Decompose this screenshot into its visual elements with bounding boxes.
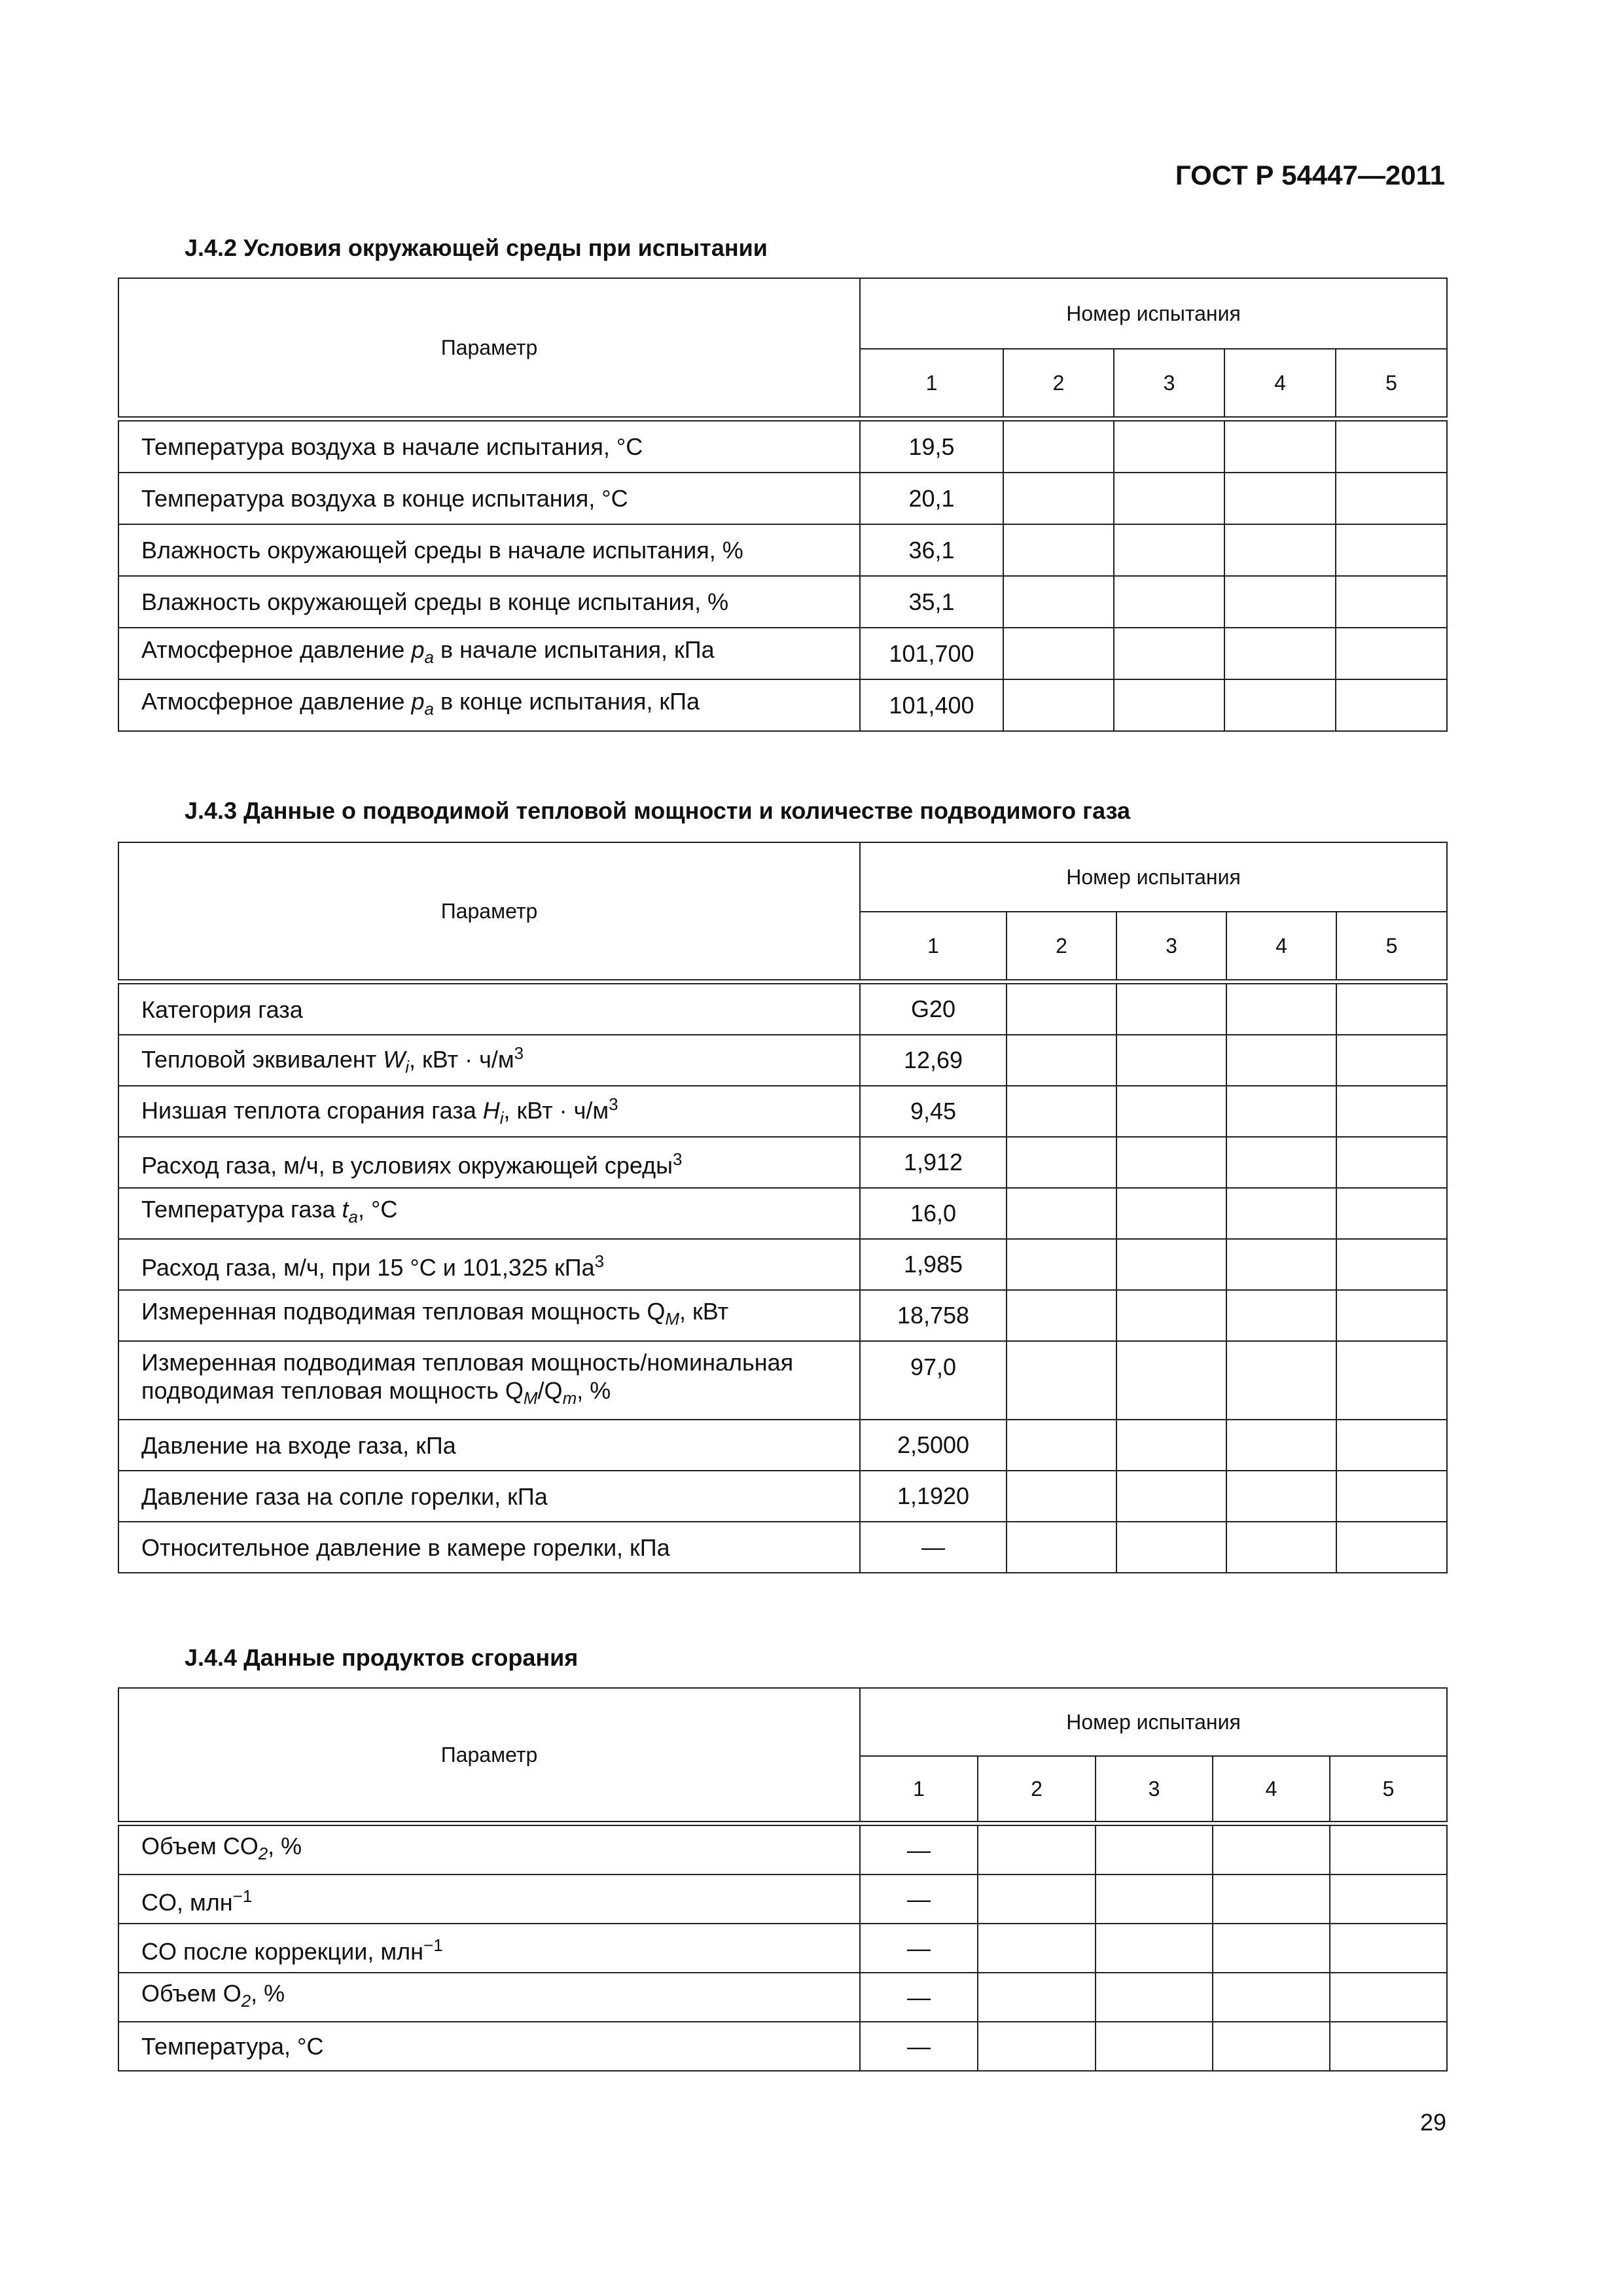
param-subscript: M [523, 1388, 538, 1408]
value-cell-test-1: — [860, 1522, 1007, 1573]
value-cell-test-5 [1330, 2022, 1447, 2071]
param-cell [118, 628, 860, 679]
test-number-cell: 4 [1226, 912, 1336, 980]
test-number-cell: 3 [1114, 349, 1224, 417]
table-row [118, 576, 1447, 628]
param-text: Температура воздуха в конце испытания, °С [141, 485, 628, 512]
param-text: /ч, при 15 °С и 101,325 кПа [299, 1254, 595, 1281]
test-number-cell: 4 [1213, 1756, 1330, 1821]
param-subscript: i [499, 1108, 504, 1128]
value-cell-test-3 [1114, 576, 1224, 628]
param-text: CO после коррекции, млн [141, 1937, 424, 1965]
value-cell-test-1: 18,758 [860, 1290, 1007, 1341]
param-text: Давление на входе газа, кПа [141, 1431, 456, 1459]
param-subscript: M [665, 1309, 680, 1329]
param-header: Параметр [118, 278, 860, 417]
value-cell-test-5 [1336, 679, 1447, 731]
table-row [118, 473, 1447, 524]
param-text: Низшая теплота сгорания газа [141, 1096, 483, 1124]
param-text: Давление газа на сопле горелки, кПа [141, 1482, 548, 1510]
value-cell-test-2 [1007, 1471, 1116, 1522]
param-cell [118, 1522, 860, 1573]
param-text: в начале испытания, кПа [433, 636, 715, 663]
value-cell-test-3 [1096, 1825, 1213, 1874]
value-cell-test-1: 1,912 [860, 1137, 1007, 1188]
param-text: , кВт [679, 1298, 729, 1325]
value-cell-test-1: 36,1 [860, 524, 1003, 576]
param-symbol: H [482, 1096, 500, 1124]
value-cell-test-4 [1226, 1290, 1336, 1341]
param-text: , % [268, 1832, 302, 1859]
section-title-j44: J.4.4 Данные продуктов сгорания [185, 1644, 579, 1671]
value-cell-test-1: 1,985 [860, 1239, 1007, 1290]
value-cell-test-3 [1116, 1239, 1226, 1290]
param-cell [118, 1874, 860, 1924]
value-cell-test-3 [1116, 1035, 1226, 1086]
param-subscript: a [424, 647, 434, 668]
value-cell-test-2 [1007, 1420, 1116, 1471]
test-number-header: Номер испытания [860, 1688, 1447, 1756]
table-row [118, 1825, 1447, 1874]
value-cell-test-4 [1226, 1471, 1336, 1522]
table-row [118, 524, 1447, 576]
param-cell [118, 1973, 860, 2022]
value-cell-test-1: — [860, 1924, 978, 1973]
param-cell [118, 984, 860, 1035]
test-number-cell: 5 [1336, 349, 1447, 417]
param-cell [118, 1825, 860, 1874]
value-cell-test-1: 9,45 [860, 1086, 1007, 1137]
param-cell [118, 1035, 860, 1086]
value-cell-test-1: 101,700 [860, 628, 1003, 679]
value-cell-test-5 [1336, 1341, 1447, 1420]
param-text: Объем O [141, 1979, 241, 2007]
value-cell-test-3 [1116, 1086, 1226, 1137]
value-cell-test-4 [1213, 1825, 1330, 1874]
value-cell-test-1: 2,5000 [860, 1420, 1007, 1471]
test-number-cell: 3 [1096, 1756, 1213, 1821]
table-row [118, 421, 1447, 473]
param-cell [118, 473, 860, 524]
test-number-cell: 1 [860, 1756, 978, 1821]
value-cell-test-3 [1114, 679, 1224, 731]
param-text: Измеренная подводимая тепловая мощность/номинальная подводимая тепловая мощность Q [141, 1348, 794, 1404]
param-cell [118, 1188, 860, 1239]
param-text: Расход газа, м [141, 1152, 300, 1179]
param-symbol: p [411, 687, 425, 715]
value-cell-test-4 [1213, 1924, 1330, 1973]
value-cell-test-5 [1336, 1420, 1447, 1471]
param-text: Атмосферное давление [141, 687, 412, 715]
value-cell-test-5 [1336, 984, 1447, 1035]
value-cell-test-3 [1096, 1973, 1213, 2022]
table-row [118, 1086, 1447, 1137]
value-cell-test-5 [1330, 1924, 1447, 1973]
param-cell [118, 1239, 860, 1290]
param-cell [118, 1341, 860, 1420]
param-text: Температура воздуха в начале испытания, °С [141, 433, 643, 460]
param-text: Относительное давление в камере горелки, кПа [141, 1534, 670, 1561]
param-cell [118, 524, 860, 576]
param-text: , кВт · ч/м [409, 1045, 514, 1073]
table-row [118, 1522, 1447, 1573]
value-cell-test-4 [1224, 421, 1336, 473]
table-row [118, 1035, 1447, 1086]
value-cell-test-4 [1213, 2022, 1330, 2071]
value-cell-test-3 [1116, 1341, 1226, 1420]
value-cell-test-5 [1336, 1290, 1447, 1341]
param-text: Измеренная подводимая тепловая мощность Q [141, 1298, 666, 1325]
param-cell [118, 1471, 860, 1522]
value-cell-test-2 [1003, 473, 1114, 524]
table-row [118, 1924, 1447, 1973]
test-number-header: Номер испытания [860, 842, 1447, 912]
param-header: Параметр [118, 842, 860, 980]
value-cell-test-5 [1336, 1137, 1447, 1188]
value-cell-test-5 [1330, 1973, 1447, 2022]
table-row [118, 984, 1447, 1035]
param-superscript: 3 [594, 1251, 605, 1271]
value-cell-test-2 [978, 1825, 1096, 1874]
param-text: /ч, в условиях окружающей среды [299, 1152, 673, 1179]
value-cell-test-5 [1336, 1522, 1447, 1573]
value-cell-test-4 [1226, 1086, 1336, 1137]
param-subscript: a [348, 1207, 359, 1227]
value-cell-test-2 [1007, 1137, 1116, 1188]
param-text: Расход газа, м [141, 1254, 300, 1281]
table-row [118, 1973, 1447, 2022]
test-number-cell: 1 [860, 912, 1007, 980]
value-cell-test-1: 1,1920 [860, 1471, 1007, 1522]
test-number-cell: 3 [1116, 912, 1226, 980]
test-number-cell: 5 [1330, 1756, 1447, 1821]
table-row [118, 1188, 1447, 1239]
param-text: Влажность окружающей среды в начале испытания, % [141, 537, 743, 564]
value-cell-test-2 [1003, 576, 1114, 628]
value-cell-test-2 [1003, 421, 1114, 473]
value-cell-test-5 [1336, 1035, 1447, 1086]
table-row [118, 1239, 1447, 1290]
value-cell-test-3 [1096, 1924, 1213, 1973]
value-cell-test-3 [1116, 1420, 1226, 1471]
page-number: 29 [1419, 2109, 1446, 2136]
param-text: Влажность окружающей среды в конце испытания, % [141, 588, 729, 615]
value-cell-test-3 [1114, 473, 1224, 524]
param-text: Тепловой эквивалент [141, 1045, 383, 1073]
param-text: CO, млн [141, 1888, 233, 1916]
table-row [118, 1137, 1447, 1188]
param-superscript: 3 [514, 1043, 524, 1063]
param-cell [118, 679, 860, 731]
param-text: Температура газа [141, 1196, 342, 1223]
param-symbol: p [411, 636, 425, 663]
table-row [118, 1341, 1447, 1420]
param-text: в конце испытания, кПа [433, 687, 700, 715]
value-cell-test-3 [1116, 1137, 1226, 1188]
param-superscript: 3 [609, 1094, 618, 1114]
param-text: Атмосферное давление [141, 636, 412, 663]
value-cell-test-4 [1226, 984, 1336, 1035]
value-cell-test-3 [1114, 524, 1224, 576]
value-cell-test-2 [978, 1973, 1096, 2022]
value-cell-test-4 [1224, 628, 1336, 679]
value-cell-test-5 [1336, 1086, 1447, 1137]
value-cell-test-3 [1116, 1290, 1226, 1341]
value-cell-test-3 [1116, 1522, 1226, 1573]
table-row [118, 1471, 1447, 1522]
table-row [118, 628, 1447, 679]
environment-conditions-table [118, 278, 1448, 732]
value-cell-test-1: — [860, 2022, 978, 2071]
value-cell-test-3 [1114, 421, 1224, 473]
value-cell-test-3 [1116, 984, 1226, 1035]
value-cell-test-2 [1007, 1035, 1116, 1086]
value-cell-test-5 [1330, 1874, 1447, 1924]
param-subscript: m [562, 1388, 577, 1408]
test-number-cell: 2 [1003, 349, 1114, 417]
param-subscript: 2 [241, 1991, 251, 2011]
value-cell-test-4 [1226, 1137, 1336, 1188]
value-cell-test-1: 101,400 [860, 679, 1003, 731]
param-text: , °С [358, 1196, 398, 1223]
value-cell-test-1: 35,1 [860, 576, 1003, 628]
param-text: Температура, °С [141, 2033, 324, 2060]
test-number-cell: 4 [1224, 349, 1336, 417]
value-cell-test-5 [1336, 576, 1447, 628]
param-subscript: i [405, 1057, 410, 1077]
section-title-j42: J.4.2 Условия окружающей среды при испытании [185, 234, 768, 261]
value-cell-test-2 [1007, 1188, 1116, 1239]
param-cell [118, 421, 860, 473]
value-cell-test-2 [1003, 679, 1114, 731]
value-cell-test-4 [1226, 1522, 1336, 1573]
value-cell-test-3 [1114, 628, 1224, 679]
value-cell-test-4 [1226, 1188, 1336, 1239]
param-subscript: a [424, 699, 434, 719]
table-row [118, 679, 1447, 731]
value-cell-test-2 [1007, 1290, 1116, 1341]
value-cell-test-4 [1224, 679, 1336, 731]
value-cell-test-5 [1336, 421, 1447, 473]
value-cell-test-1: 16,0 [860, 1188, 1007, 1239]
param-superscript: 3 [672, 1149, 683, 1169]
value-cell-test-5 [1336, 473, 1447, 524]
param-text: , кВт · ч/м [503, 1096, 609, 1124]
value-cell-test-2 [1003, 524, 1114, 576]
value-cell-test-4 [1226, 1035, 1336, 1086]
value-cell-test-2 [978, 1874, 1096, 1924]
value-cell-test-5 [1336, 628, 1447, 679]
value-cell-test-4 [1226, 1239, 1336, 1290]
value-cell-test-2 [1003, 628, 1114, 679]
value-cell-test-1: 97,0 [860, 1341, 1007, 1420]
section-title-j43: J.4.3 Данные о подводимой тепловой мощности и количестве подводимого газа [185, 797, 1131, 824]
value-cell-test-4 [1213, 1973, 1330, 2022]
value-cell-test-1: 20,1 [860, 473, 1003, 524]
param-text: /Q [537, 1376, 563, 1404]
param-symbol: W [383, 1045, 406, 1073]
table-row [118, 2022, 1447, 2071]
table-row [118, 1420, 1447, 1471]
test-number-cell: 2 [1007, 912, 1116, 980]
test-number-cell: 2 [978, 1756, 1096, 1821]
param-header: Параметр [118, 1688, 860, 1821]
value-cell-test-1: 19,5 [860, 421, 1003, 473]
param-cell [118, 2022, 860, 2071]
value-cell-test-4 [1226, 1420, 1336, 1471]
value-cell-test-1: 12,69 [860, 1035, 1007, 1086]
test-number-cell: 1 [860, 349, 1003, 417]
value-cell-test-5 [1330, 1825, 1447, 1874]
value-cell-test-2 [1007, 1522, 1116, 1573]
value-cell-test-4 [1224, 576, 1336, 628]
value-cell-test-1: G20 [860, 984, 1007, 1035]
value-cell-test-2 [1007, 984, 1116, 1035]
value-cell-test-2 [1007, 1239, 1116, 1290]
value-cell-test-4 [1226, 1341, 1336, 1420]
value-cell-test-3 [1096, 2022, 1213, 2071]
param-subscript: 2 [258, 1844, 268, 1864]
combustion-products-table [118, 1687, 1448, 2072]
value-cell-test-4 [1213, 1874, 1330, 1924]
value-cell-test-5 [1336, 1239, 1447, 1290]
param-cell [118, 1290, 860, 1341]
value-cell-test-5 [1336, 1471, 1447, 1522]
value-cell-test-2 [1007, 1086, 1116, 1137]
value-cell-test-5 [1336, 1188, 1447, 1239]
value-cell-test-1: — [860, 1825, 978, 1874]
value-cell-test-1: — [860, 1973, 978, 2022]
value-cell-test-2 [978, 2022, 1096, 2071]
value-cell-test-3 [1116, 1188, 1226, 1239]
test-number-cell: 5 [1336, 912, 1447, 980]
value-cell-test-4 [1224, 524, 1336, 576]
standard-number: ГОСТ Р 54447—2011 [1175, 160, 1445, 190]
param-text: Объем CO [141, 1832, 259, 1859]
test-number-header: Номер испытания [860, 278, 1447, 349]
param-superscript: −1 [423, 1935, 443, 1955]
param-text: Категория газа [141, 996, 303, 1023]
value-cell-test-3 [1096, 1874, 1213, 1924]
param-cell [118, 1137, 860, 1188]
param-cell [118, 1086, 860, 1137]
value-cell-test-3 [1116, 1471, 1226, 1522]
value-cell-test-4 [1224, 473, 1336, 524]
param-text: , % [577, 1376, 611, 1404]
param-symbol: t [342, 1196, 349, 1223]
value-cell-test-2 [1007, 1341, 1116, 1420]
param-text: , % [251, 1979, 285, 2007]
heat-input-table [118, 842, 1448, 1573]
param-cell [118, 1420, 860, 1471]
param-cell [118, 576, 860, 628]
param-cell [118, 1924, 860, 1973]
param-superscript: −1 [232, 1886, 253, 1906]
value-cell-test-1: — [860, 1874, 978, 1924]
table-row [118, 1290, 1447, 1341]
value-cell-test-2 [978, 1924, 1096, 1973]
table-row [118, 1874, 1447, 1924]
value-cell-test-5 [1336, 524, 1447, 576]
